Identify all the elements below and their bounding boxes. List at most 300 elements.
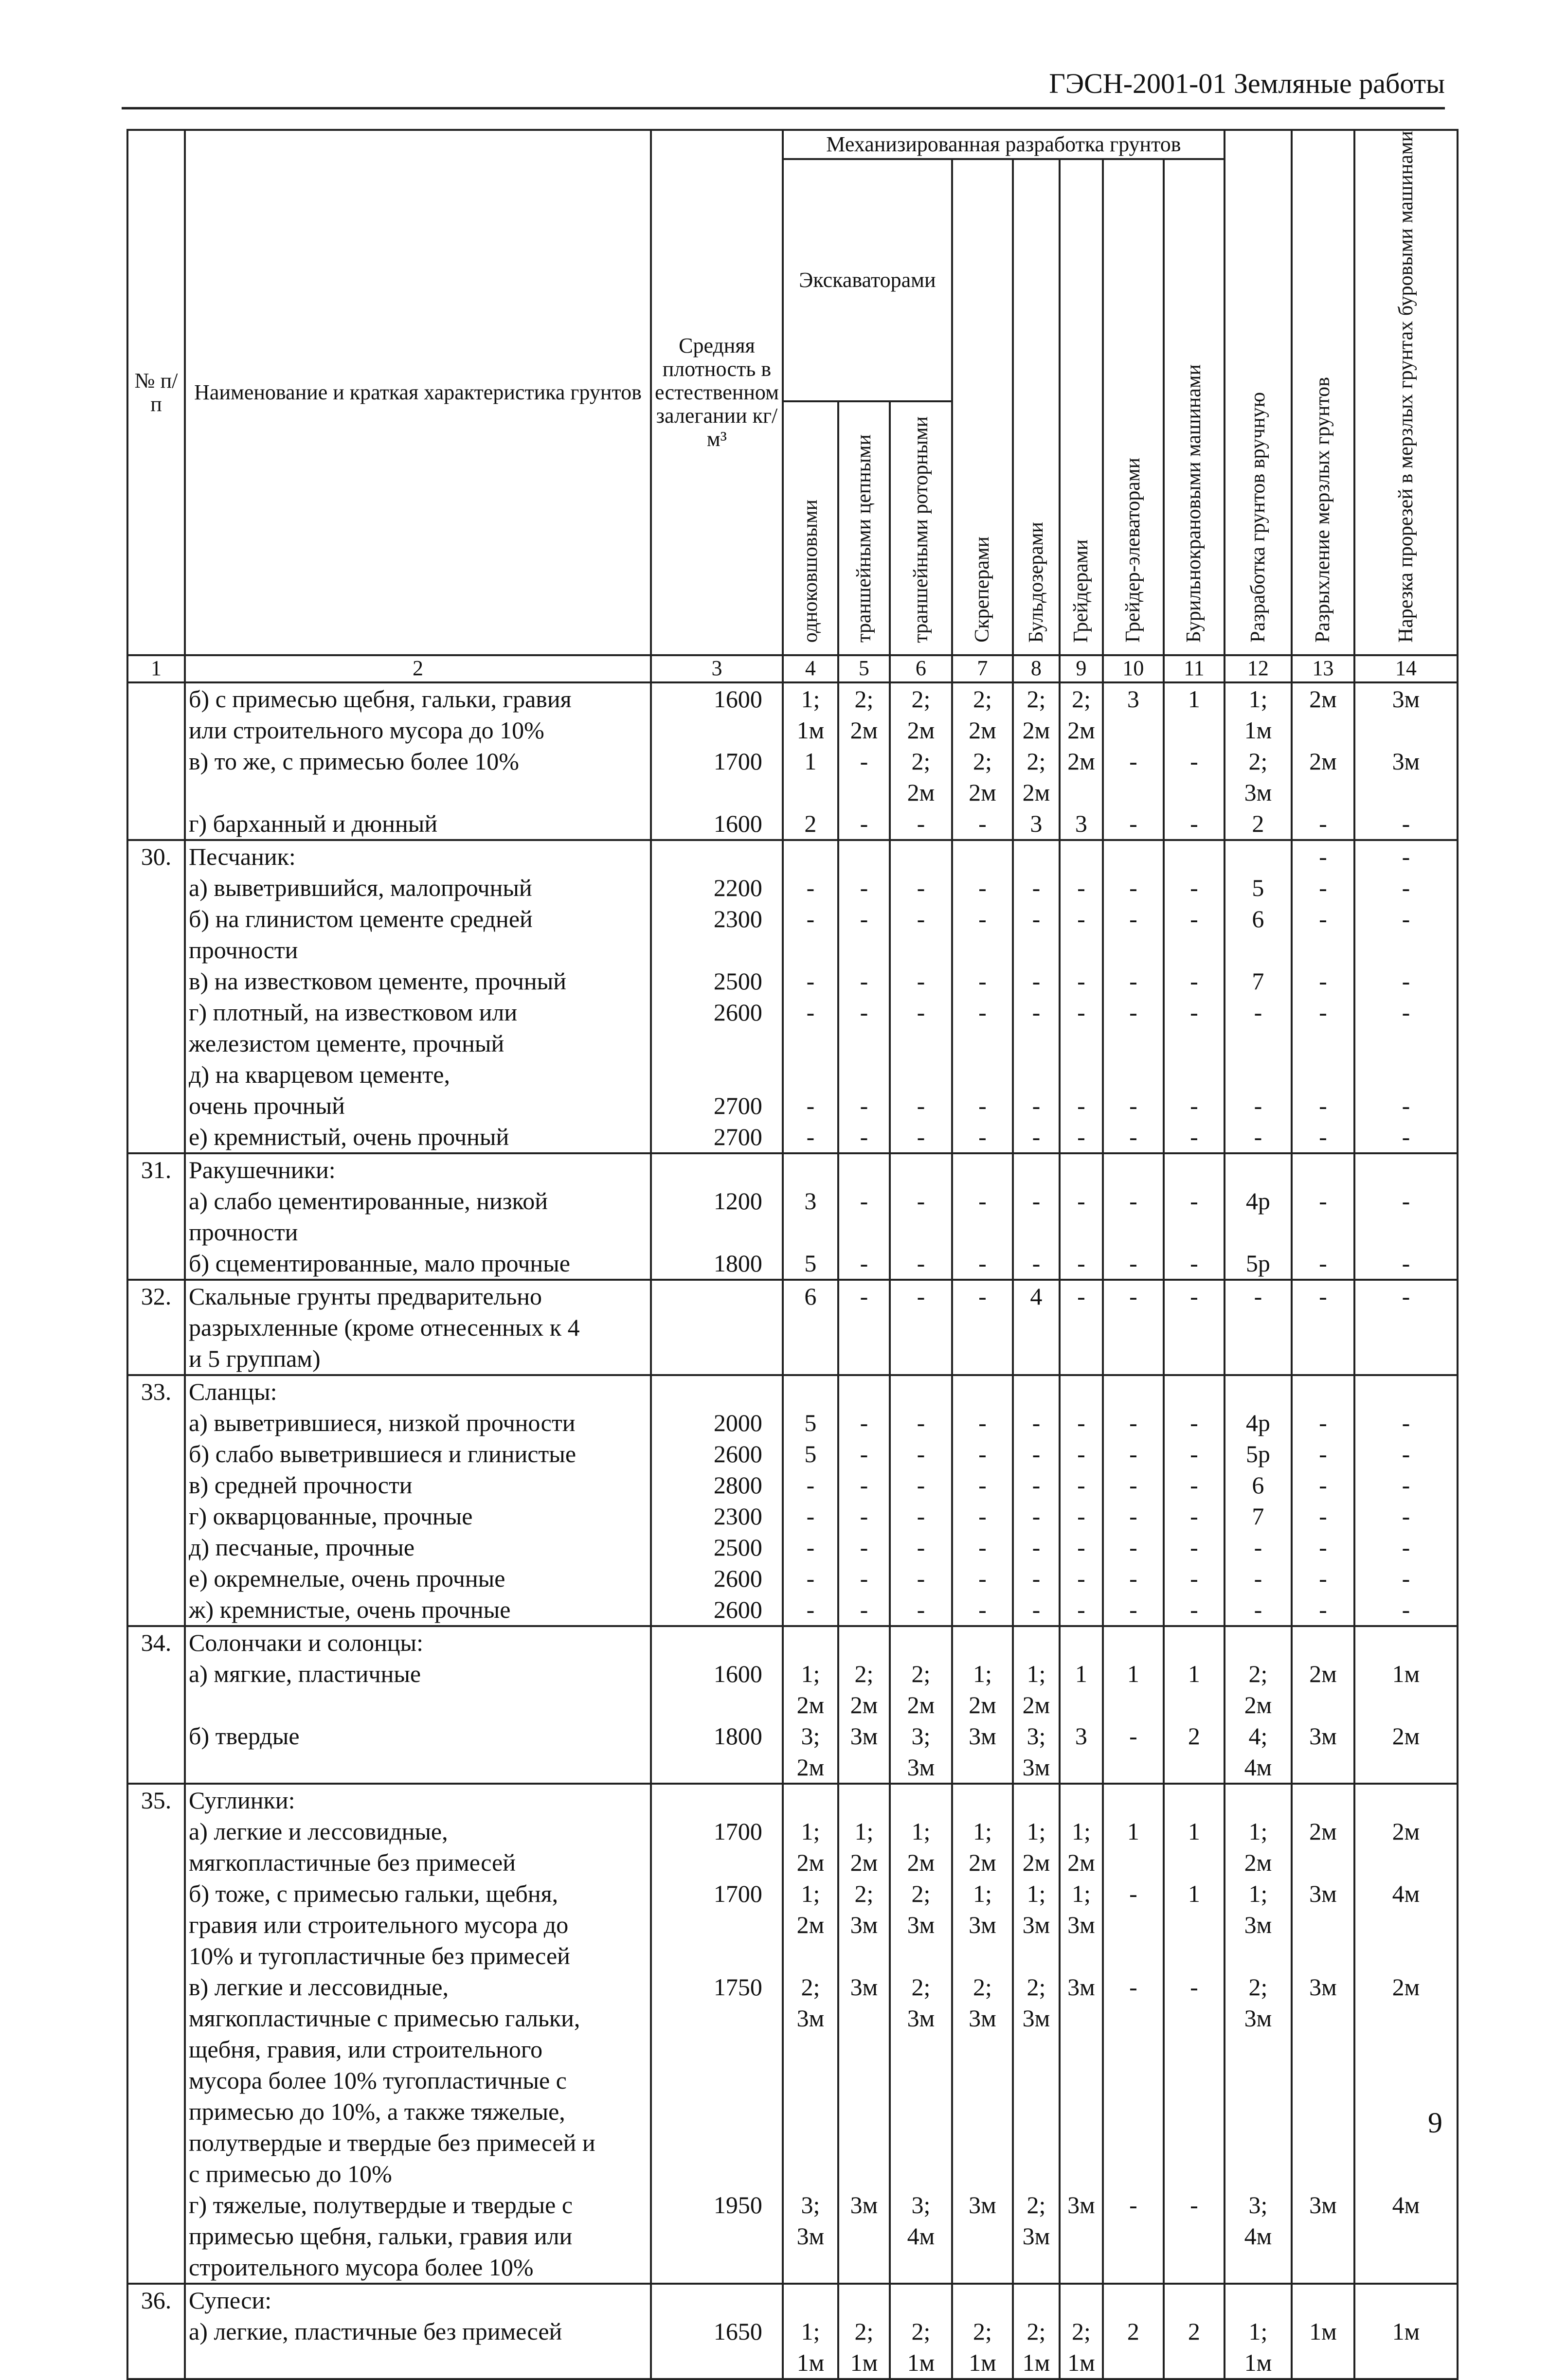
soil-name: а) мягкие, пластичные (185, 1658, 651, 1689)
table-row (127, 1248, 1458, 1280)
value-cell: 3 (1060, 808, 1103, 840)
value-cell (1103, 777, 1164, 808)
value-cell (1292, 1153, 1354, 1185)
value-cell: 3м (1292, 1878, 1354, 1909)
value-cell: 2; (890, 1658, 952, 1689)
value-cell (1164, 934, 1225, 966)
value-cell (1103, 1059, 1164, 1090)
value-cell: 5 (783, 1438, 838, 1469)
value-cell: 3м (1292, 1720, 1354, 1752)
row-number (127, 1594, 185, 1626)
row-number: 36. (127, 2284, 185, 2316)
row-number: 35. (127, 1784, 185, 1816)
value-cell: - (838, 1438, 890, 1469)
value-cell: - (1013, 1469, 1060, 1501)
value-cell: 3м (838, 1909, 890, 1940)
column-index-cell: 12 (1225, 655, 1292, 682)
value-cell: 3м (952, 1909, 1013, 1940)
row-number (127, 1469, 185, 1501)
value-cell: - (838, 1594, 890, 1626)
value-cell: 1; (1225, 1878, 1292, 1909)
value-cell (783, 840, 838, 872)
value-cell (783, 1312, 838, 1343)
value-cell: - (1103, 2189, 1164, 2220)
soil-name (185, 777, 651, 808)
value-cell: 2м (1292, 1658, 1354, 1689)
value-cell: - (1103, 746, 1164, 777)
table-row (127, 1090, 1458, 1121)
soil-name: а) выветрившийся, малопрочный (185, 872, 651, 903)
value-cell (1225, 1940, 1292, 1971)
density-value (651, 2252, 783, 2284)
value-cell: - (952, 1407, 1013, 1438)
value-cell (1103, 2284, 1164, 2316)
density-value: 2300 (651, 1501, 783, 1532)
value-cell (783, 2158, 838, 2189)
value-cell: - (1164, 1594, 1225, 1626)
value-cell: - (952, 997, 1013, 1028)
value-cell (890, 1626, 952, 1658)
value-cell: - (952, 966, 1013, 997)
value-cell (1103, 2158, 1164, 2189)
density-value (651, 2034, 783, 2065)
value-cell: - (1292, 1469, 1354, 1501)
value-cell: - (1225, 1563, 1292, 1594)
value-cell: - (1164, 903, 1225, 934)
table-row (127, 1375, 1458, 1407)
value-cell (1013, 2158, 1060, 2189)
value-cell (1103, 2220, 1164, 2252)
value-cell (1164, 1752, 1225, 1784)
value-cell (1225, 2096, 1292, 2127)
value-cell: 1 (1164, 682, 1225, 715)
value-cell: 3м (952, 2189, 1013, 2220)
value-cell: 1 (1060, 1658, 1103, 1689)
value-cell: - (952, 1248, 1013, 1280)
value-cell (1354, 1689, 1458, 1720)
value-cell (1292, 1028, 1354, 1059)
soil-name: б) твердые (185, 1720, 651, 1752)
value-cell: - (783, 1563, 838, 1594)
value-cell (838, 1217, 890, 1248)
value-cell: - (952, 1121, 1013, 1153)
density-value (651, 934, 783, 966)
value-cell: 7 (1225, 966, 1292, 997)
density-value (651, 2003, 783, 2034)
density-value (651, 1909, 783, 1940)
value-cell (1354, 934, 1458, 966)
value-cell (1164, 1343, 1225, 1375)
value-cell: - (783, 1469, 838, 1501)
density-value (651, 1752, 783, 1784)
row-number (127, 1121, 185, 1153)
density-value: 2500 (651, 1532, 783, 1563)
column-index-cell: 4 (783, 655, 838, 682)
value-cell (1060, 1940, 1103, 1971)
value-cell (1060, 840, 1103, 872)
value-cell: 1; (838, 1816, 890, 1847)
value-cell: 2м (952, 777, 1013, 808)
value-cell: 3м (783, 2003, 838, 2034)
table-row (127, 997, 1458, 1028)
value-cell (1013, 1059, 1060, 1090)
density-value (651, 1784, 783, 1816)
soil-table (126, 129, 1459, 2380)
value-cell: 2 (783, 808, 838, 840)
row-number (127, 903, 185, 934)
row-number (127, 746, 185, 777)
value-cell: - (890, 997, 952, 1028)
value-cell: - (1013, 1501, 1060, 1532)
value-cell (1060, 1153, 1103, 1185)
row-number (127, 2316, 185, 2347)
value-cell: 1 (1164, 1816, 1225, 1847)
value-cell: - (1354, 1438, 1458, 1469)
value-cell: 1 (1103, 1658, 1164, 1689)
row-number (127, 1909, 185, 1940)
value-cell: - (1292, 1121, 1354, 1153)
row-number (127, 1028, 185, 1059)
value-cell (1013, 2284, 1060, 2316)
value-cell (890, 2252, 952, 2284)
soil-name: а) легкие и лессовидные, (185, 1816, 651, 1847)
density-value (651, 1343, 783, 1375)
soil-name: б) на глинистом цементе средней (185, 903, 651, 934)
value-cell (1013, 1375, 1060, 1407)
value-cell: - (838, 872, 890, 903)
value-cell: 2м (1013, 1847, 1060, 1878)
value-cell (1060, 2003, 1103, 2034)
value-cell: - (890, 1248, 952, 1280)
soil-name (185, 1689, 651, 1720)
value-cell: 2м (1013, 715, 1060, 746)
value-cell: - (1292, 903, 1354, 934)
value-cell (1103, 1752, 1164, 1784)
density-value: 2800 (651, 1469, 783, 1501)
table-row (127, 1217, 1458, 1248)
column-index-cell: 7 (952, 655, 1013, 682)
value-cell (952, 2065, 1013, 2096)
value-cell: 2м (952, 1689, 1013, 1720)
value-cell: 1; (783, 1816, 838, 1847)
soil-name: г) окварцованные, прочные (185, 1501, 651, 1532)
table-row (127, 1626, 1458, 1658)
value-cell: 3 (1013, 808, 1060, 840)
value-cell (1103, 2003, 1164, 2034)
value-cell: - (890, 1090, 952, 1121)
value-cell: - (1103, 872, 1164, 903)
value-cell: - (838, 1090, 890, 1121)
soil-name: в) то же, с примесью более 10% (185, 746, 651, 777)
value-cell (952, 2034, 1013, 2065)
value-cell: - (1354, 840, 1458, 872)
value-cell (890, 2065, 952, 2096)
value-cell (838, 1312, 890, 1343)
value-cell (1292, 2252, 1354, 2284)
table-row (127, 1689, 1458, 1720)
value-cell: 3м (890, 1909, 952, 1940)
row-number (127, 1689, 185, 1720)
value-cell (1164, 2158, 1225, 2189)
value-cell: 2 (1164, 2316, 1225, 2347)
value-cell: 2; (1225, 746, 1292, 777)
column-index-cell: 10 (1103, 655, 1164, 682)
value-cell: 2; (1013, 682, 1060, 715)
value-cell (1103, 1847, 1164, 1878)
value-cell: 2м (890, 1689, 952, 1720)
value-cell: - (838, 1280, 890, 1312)
table-row (127, 1343, 1458, 1375)
value-cell: - (1164, 746, 1225, 777)
value-cell: 2; (890, 682, 952, 715)
value-cell (838, 840, 890, 872)
value-cell: - (1292, 1185, 1354, 1217)
value-cell (1013, 840, 1060, 872)
value-cell: 2; (1060, 2316, 1103, 2347)
value-cell: 1; (1013, 1816, 1060, 1847)
density-value (651, 2065, 783, 2096)
density-value (651, 715, 783, 746)
density-value: 2500 (651, 966, 783, 997)
col-12-header: Разработка грунтов вручную (1225, 130, 1292, 655)
value-cell (1292, 1626, 1354, 1658)
value-cell (1225, 2034, 1292, 2065)
value-cell (1354, 1375, 1458, 1407)
value-cell: 2; (1013, 2316, 1060, 2347)
value-cell (1292, 2034, 1354, 2065)
value-cell: - (1060, 1407, 1103, 1438)
row-number (127, 1940, 185, 1971)
value-cell (890, 1153, 952, 1185)
value-cell: 6 (783, 1280, 838, 1312)
value-cell: 3м (838, 1971, 890, 2003)
table-row (127, 1028, 1458, 1059)
value-cell: 2; (838, 682, 890, 715)
density-value (651, 2158, 783, 2189)
table-row (127, 2284, 1458, 2316)
value-cell: - (783, 872, 838, 903)
value-cell: 4р (1225, 1185, 1292, 1217)
value-cell: - (952, 1185, 1013, 1217)
value-cell (838, 1343, 890, 1375)
density-value: 1700 (651, 746, 783, 777)
density-value (651, 1312, 783, 1343)
value-cell: 5 (783, 1248, 838, 1280)
value-cell: - (838, 903, 890, 934)
value-cell (1225, 1784, 1292, 1816)
value-cell: - (1354, 1563, 1458, 1594)
value-cell: - (1225, 1090, 1292, 1121)
value-cell: - (1292, 872, 1354, 903)
soil-name: б) слабо выветрившиеся и глинистые (185, 1438, 651, 1469)
value-cell: - (1354, 808, 1458, 840)
value-cell (838, 2220, 890, 2252)
table-row (127, 1532, 1458, 1563)
soil-name: Солончаки и солонцы: (185, 1626, 651, 1658)
value-cell (890, 1059, 952, 1090)
value-cell: - (1292, 1532, 1354, 1563)
value-cell (1103, 1312, 1164, 1343)
value-cell: 1м (1060, 2347, 1103, 2379)
value-cell (838, 2284, 890, 2316)
table-row (127, 1847, 1458, 1878)
row-number (127, 1312, 185, 1343)
value-cell: - (1292, 1501, 1354, 1532)
row-number (127, 2003, 185, 2034)
col-13-header: Разрыхление мерзлых грунтов (1292, 130, 1354, 655)
value-cell: - (1164, 1532, 1225, 1563)
value-cell: - (1103, 997, 1164, 1028)
value-cell: - (952, 1532, 1013, 1563)
table-row (127, 903, 1458, 934)
row-number (127, 1752, 185, 1784)
table-row (127, 1909, 1458, 1940)
col-num-header: № п/п (127, 130, 185, 655)
soil-name: а) слабо цементированные, низкой (185, 1185, 651, 1217)
value-cell (952, 2252, 1013, 2284)
soil-name: прочности (185, 1217, 651, 1248)
value-cell: - (890, 1594, 952, 1626)
value-cell: - (1013, 872, 1060, 903)
value-cell: 4; (1225, 1720, 1292, 1752)
value-cell (1164, 1847, 1225, 1878)
value-cell (838, 2034, 890, 2065)
value-cell (1103, 2096, 1164, 2127)
value-cell: - (1292, 966, 1354, 997)
soil-name (185, 2347, 651, 2379)
value-cell: 3м (1013, 2003, 1060, 2034)
value-cell: 6 (1225, 1469, 1292, 1501)
column-index-row (127, 655, 1458, 682)
value-cell: - (1103, 903, 1164, 934)
value-cell: 3; (783, 2189, 838, 2220)
value-cell: 4 (1013, 1280, 1060, 1312)
value-cell: 2м (1225, 1847, 1292, 1878)
value-cell: 4р (1225, 1407, 1292, 1438)
value-cell: - (783, 997, 838, 1028)
value-cell: - (1164, 1090, 1225, 1121)
value-cell: 4м (1354, 2189, 1458, 2220)
value-cell: 3; (890, 1720, 952, 1752)
value-cell: 3м (1060, 2189, 1103, 2220)
value-cell: 2; (1225, 1658, 1292, 1689)
value-cell: - (1103, 1185, 1164, 1217)
value-cell: - (783, 1121, 838, 1153)
value-cell: 3; (1013, 1720, 1060, 1752)
value-cell (1060, 1784, 1103, 1816)
value-cell (1292, 2347, 1354, 2379)
table-row (127, 2127, 1458, 2158)
value-cell: 1; (1225, 1816, 1292, 1847)
table-row (127, 682, 1458, 715)
value-cell: 2; (838, 1878, 890, 1909)
value-cell: 3 (783, 1185, 838, 1217)
value-cell (1164, 1028, 1225, 1059)
table-row (127, 1594, 1458, 1626)
value-cell (952, 1059, 1013, 1090)
value-cell: 2; (1060, 682, 1103, 715)
value-cell (1013, 1217, 1060, 1248)
value-cell: 1м (1225, 715, 1292, 746)
value-cell (1060, 2096, 1103, 2127)
value-cell (1013, 1028, 1060, 1059)
value-cell: 1; (783, 682, 838, 715)
value-cell: - (1060, 1594, 1103, 1626)
table-row (127, 1153, 1458, 1185)
value-cell (1354, 2065, 1458, 2096)
value-cell (1292, 2127, 1354, 2158)
value-cell: - (1013, 997, 1060, 1028)
value-cell (783, 1343, 838, 1375)
value-cell: - (1103, 1438, 1164, 1469)
soil-name: г) тяжелые, полутвердые и твердые с (185, 2189, 651, 2220)
density-value: 1800 (651, 1248, 783, 1280)
value-cell (1354, 1059, 1458, 1090)
row-number (127, 715, 185, 746)
table-row (127, 2158, 1458, 2189)
value-cell (1225, 1153, 1292, 1185)
value-cell (1060, 2127, 1103, 2158)
value-cell: - (1164, 1121, 1225, 1153)
value-cell: 3м (1354, 746, 1458, 777)
row-number (127, 2347, 185, 2379)
value-cell: - (1292, 1563, 1354, 1594)
value-cell: - (838, 966, 890, 997)
value-cell (1103, 2252, 1164, 2284)
value-cell: 2м (838, 715, 890, 746)
row-number (127, 2096, 185, 2127)
value-cell (1354, 1847, 1458, 1878)
value-cell: - (838, 808, 890, 840)
value-cell: - (890, 1469, 952, 1501)
value-cell: - (1103, 1248, 1164, 1280)
value-cell: - (1013, 903, 1060, 934)
value-cell: - (1103, 1501, 1164, 1532)
soil-name: очень прочный (185, 1090, 651, 1121)
value-cell: 3м (890, 1752, 952, 1784)
column-index-cell: 14 (1354, 655, 1458, 682)
table-row (127, 872, 1458, 903)
value-cell: - (783, 966, 838, 997)
value-cell: - (838, 997, 890, 1028)
value-cell (1292, 2096, 1354, 2127)
value-cell (783, 1217, 838, 1248)
value-cell (1354, 1940, 1458, 1971)
value-cell (783, 2252, 838, 2284)
table-row (127, 2316, 1458, 2347)
value-cell (838, 1375, 890, 1407)
value-cell: - (1013, 1563, 1060, 1594)
value-cell: 5 (1225, 872, 1292, 903)
value-cell (1354, 1752, 1458, 1784)
row-number (127, 1501, 185, 1532)
value-cell (783, 2096, 838, 2127)
value-cell: - (1103, 1532, 1164, 1563)
density-value: 1600 (651, 682, 783, 715)
value-cell: - (1060, 1280, 1103, 1312)
value-cell: - (890, 1532, 952, 1563)
value-cell (1354, 715, 1458, 746)
value-cell: 3м (1292, 2189, 1354, 2220)
value-cell: - (890, 1438, 952, 1469)
value-cell (1354, 1343, 1458, 1375)
row-number: 32. (127, 1280, 185, 1312)
value-cell: 3 (1060, 1720, 1103, 1752)
soil-name: железистом цементе, прочный (185, 1028, 651, 1059)
density-value: 2700 (651, 1090, 783, 1121)
table-row (127, 2252, 1458, 2284)
value-cell (838, 1059, 890, 1090)
